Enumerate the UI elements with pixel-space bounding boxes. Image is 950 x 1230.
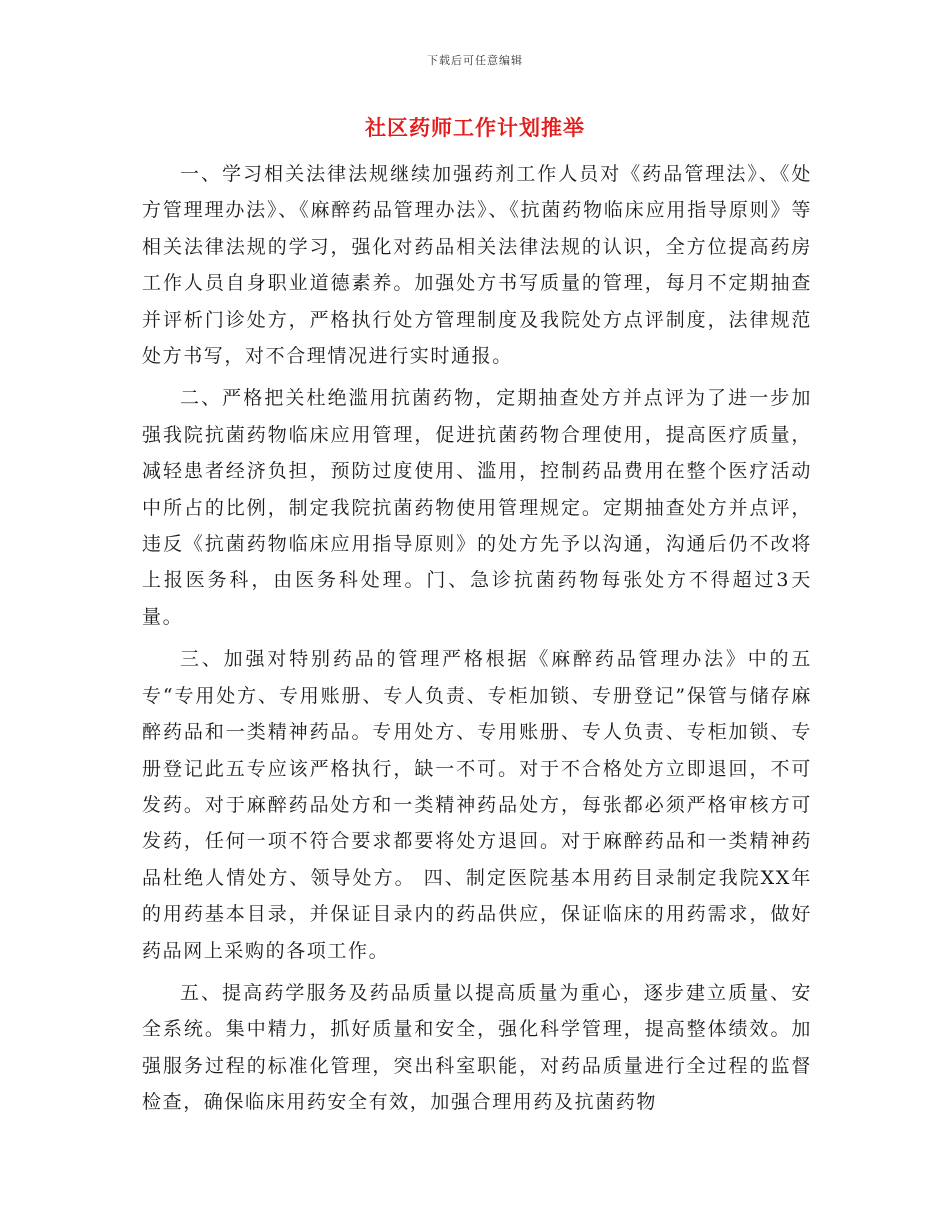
- paragraph-1: 一、学习相关法律法规继续加强药剂工作人员对《药品管理法》、《处方管理理办法》、《麻醉药品管理办法》、《抗菌药物临床应用指导原则》等相关法律法规的学习，强化对药品相关法律法规的认识，全方位提高药房工作人员自身职业道德素养。加强处方书写质量的管理，每月不定期抽查并评析门诊处方，严格执行处方管理制度及我院处方点评制度，法律规范处方书写，对不合理情况进行实时通报。: [142, 163, 812, 368]
- paragraph-3: 三、加强对特别药品的管理严格根据《麻醉药品管理办法》中的五专“专用处方、专用账册、专人负责、专柜加锁、专册登记”保管与储存麻醉药品和一类精神药品。专用处方、专用账册、专人负责、专柜加锁、专册登记此五专应该严格执行，缺一不可。对于不合格处方立即退回，不可发药。对于麻醉药品处方和一类精神药品处方，每张都必须严格审核方可发药，任何一项不符合要求都要将处方退回。对于麻醉药品和一类精神药品杜绝人情处方、领导处方。 四、制定医院基本用药目录制定我院XX年的用药基本目录，并保证目录内的药品供应，保证临床的用药需求，做好药品网上采购的各项工作。: [142, 648, 812, 962]
- document-title: 社区药师工作计划推举: [365, 115, 585, 140]
- paragraph-4: 五、提高药学服务及药品质量以提高质量为重心，逐步建立质量、安全系统。集中精力，抓好质量和安全，强化科学管理，提高整体绩效。加强服务过程的标准化管理，突出科室职能，对药品质量进行全过程的监督检查，确保临床用药安全有效，加强合理用药及抗菌药物: [142, 981, 812, 1114]
- page-header-note: 下载后可任意编辑: [427, 54, 523, 67]
- document-body: [142, 156, 812, 1121]
- paragraph-2: 二、严格把关杜绝滥用抗菌药物，定期抽查处方并点评为了进一步加强我院抗菌药物临床应用管理，促进抗菌药物合理使用，提高医疗质量，减轻患者经济负担，预防过度使用、滥用，控制药品费用在整个医疗活动中所占的比例，制定我院抗菌药物使用管理规定。定期抽查处方并点评，违反《抗菌药物临床应用指导原则》的处方先予以沟通，沟通后仍不改将上报医务科，由医务科处理。门、急诊抗菌药物每张处方不得超过3天量。: [142, 387, 812, 628]
